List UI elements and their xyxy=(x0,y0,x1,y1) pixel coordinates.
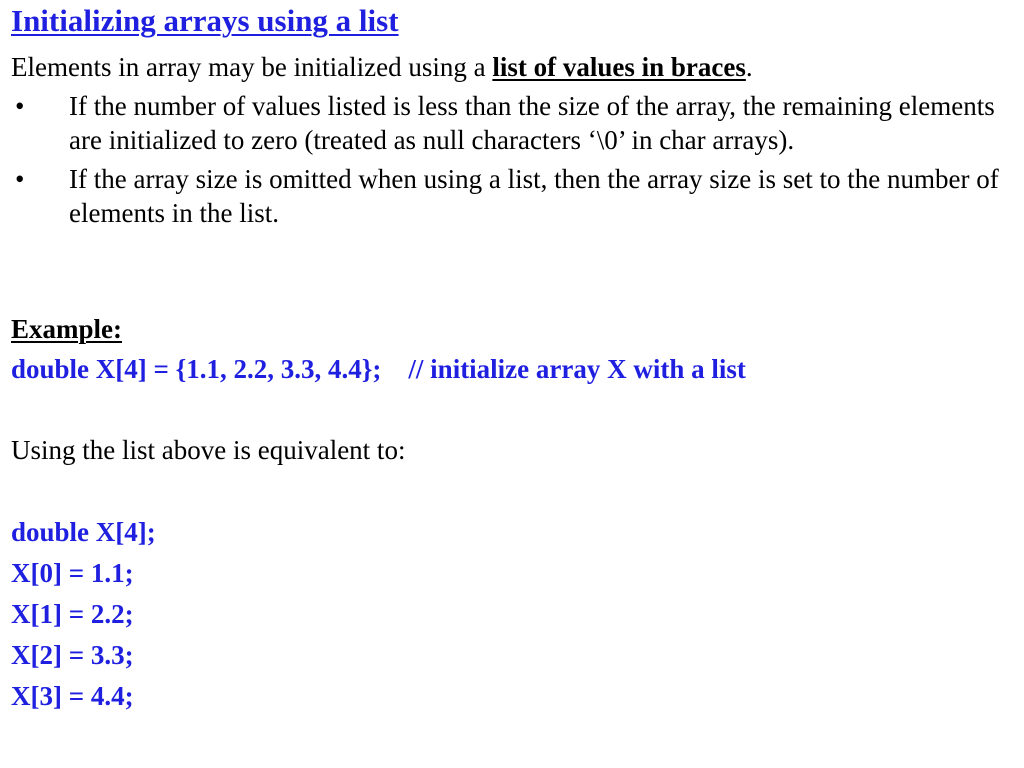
code-line: double X[4]; xyxy=(11,517,156,547)
intro-text-start: Elements in array may be initialized using a xyxy=(11,52,493,82)
bullet-item xyxy=(0,90,1024,157)
code-line: X[1] = 2.2; xyxy=(11,599,134,629)
code-line: X[3] = 4.4; xyxy=(11,681,134,711)
bullet-text: If the number of values listed is less than the size of the array, the remaining elements are initialized to zero (treated as null characters ‘\0’ in char arrays). xyxy=(69,91,995,155)
bullet-list xyxy=(0,90,1024,236)
bullet-item xyxy=(0,163,1024,230)
bullet-marker: • xyxy=(15,91,25,121)
example-code-line: double X[4] = {1.1, 2.2, 3.3, 4.4}; // initialize array X with a list xyxy=(11,354,746,384)
equivalence-text: Using the list above is equivalent to: xyxy=(11,435,406,465)
intro-emphasis: list of values in braces xyxy=(492,52,746,82)
slide-title: Initializing arrays using a list xyxy=(11,3,399,38)
code-line: X[0] = 1.1; xyxy=(11,558,134,588)
bullet-text: If the array size is omitted when using a list, then the array size is set to the number of elements in the list. xyxy=(69,164,999,228)
intro-text-end: . xyxy=(745,52,753,82)
code-line: X[2] = 3.3; xyxy=(11,640,134,670)
bullet-marker: • xyxy=(15,164,25,194)
intro-text xyxy=(11,49,753,85)
example-heading: Example: xyxy=(11,314,122,344)
